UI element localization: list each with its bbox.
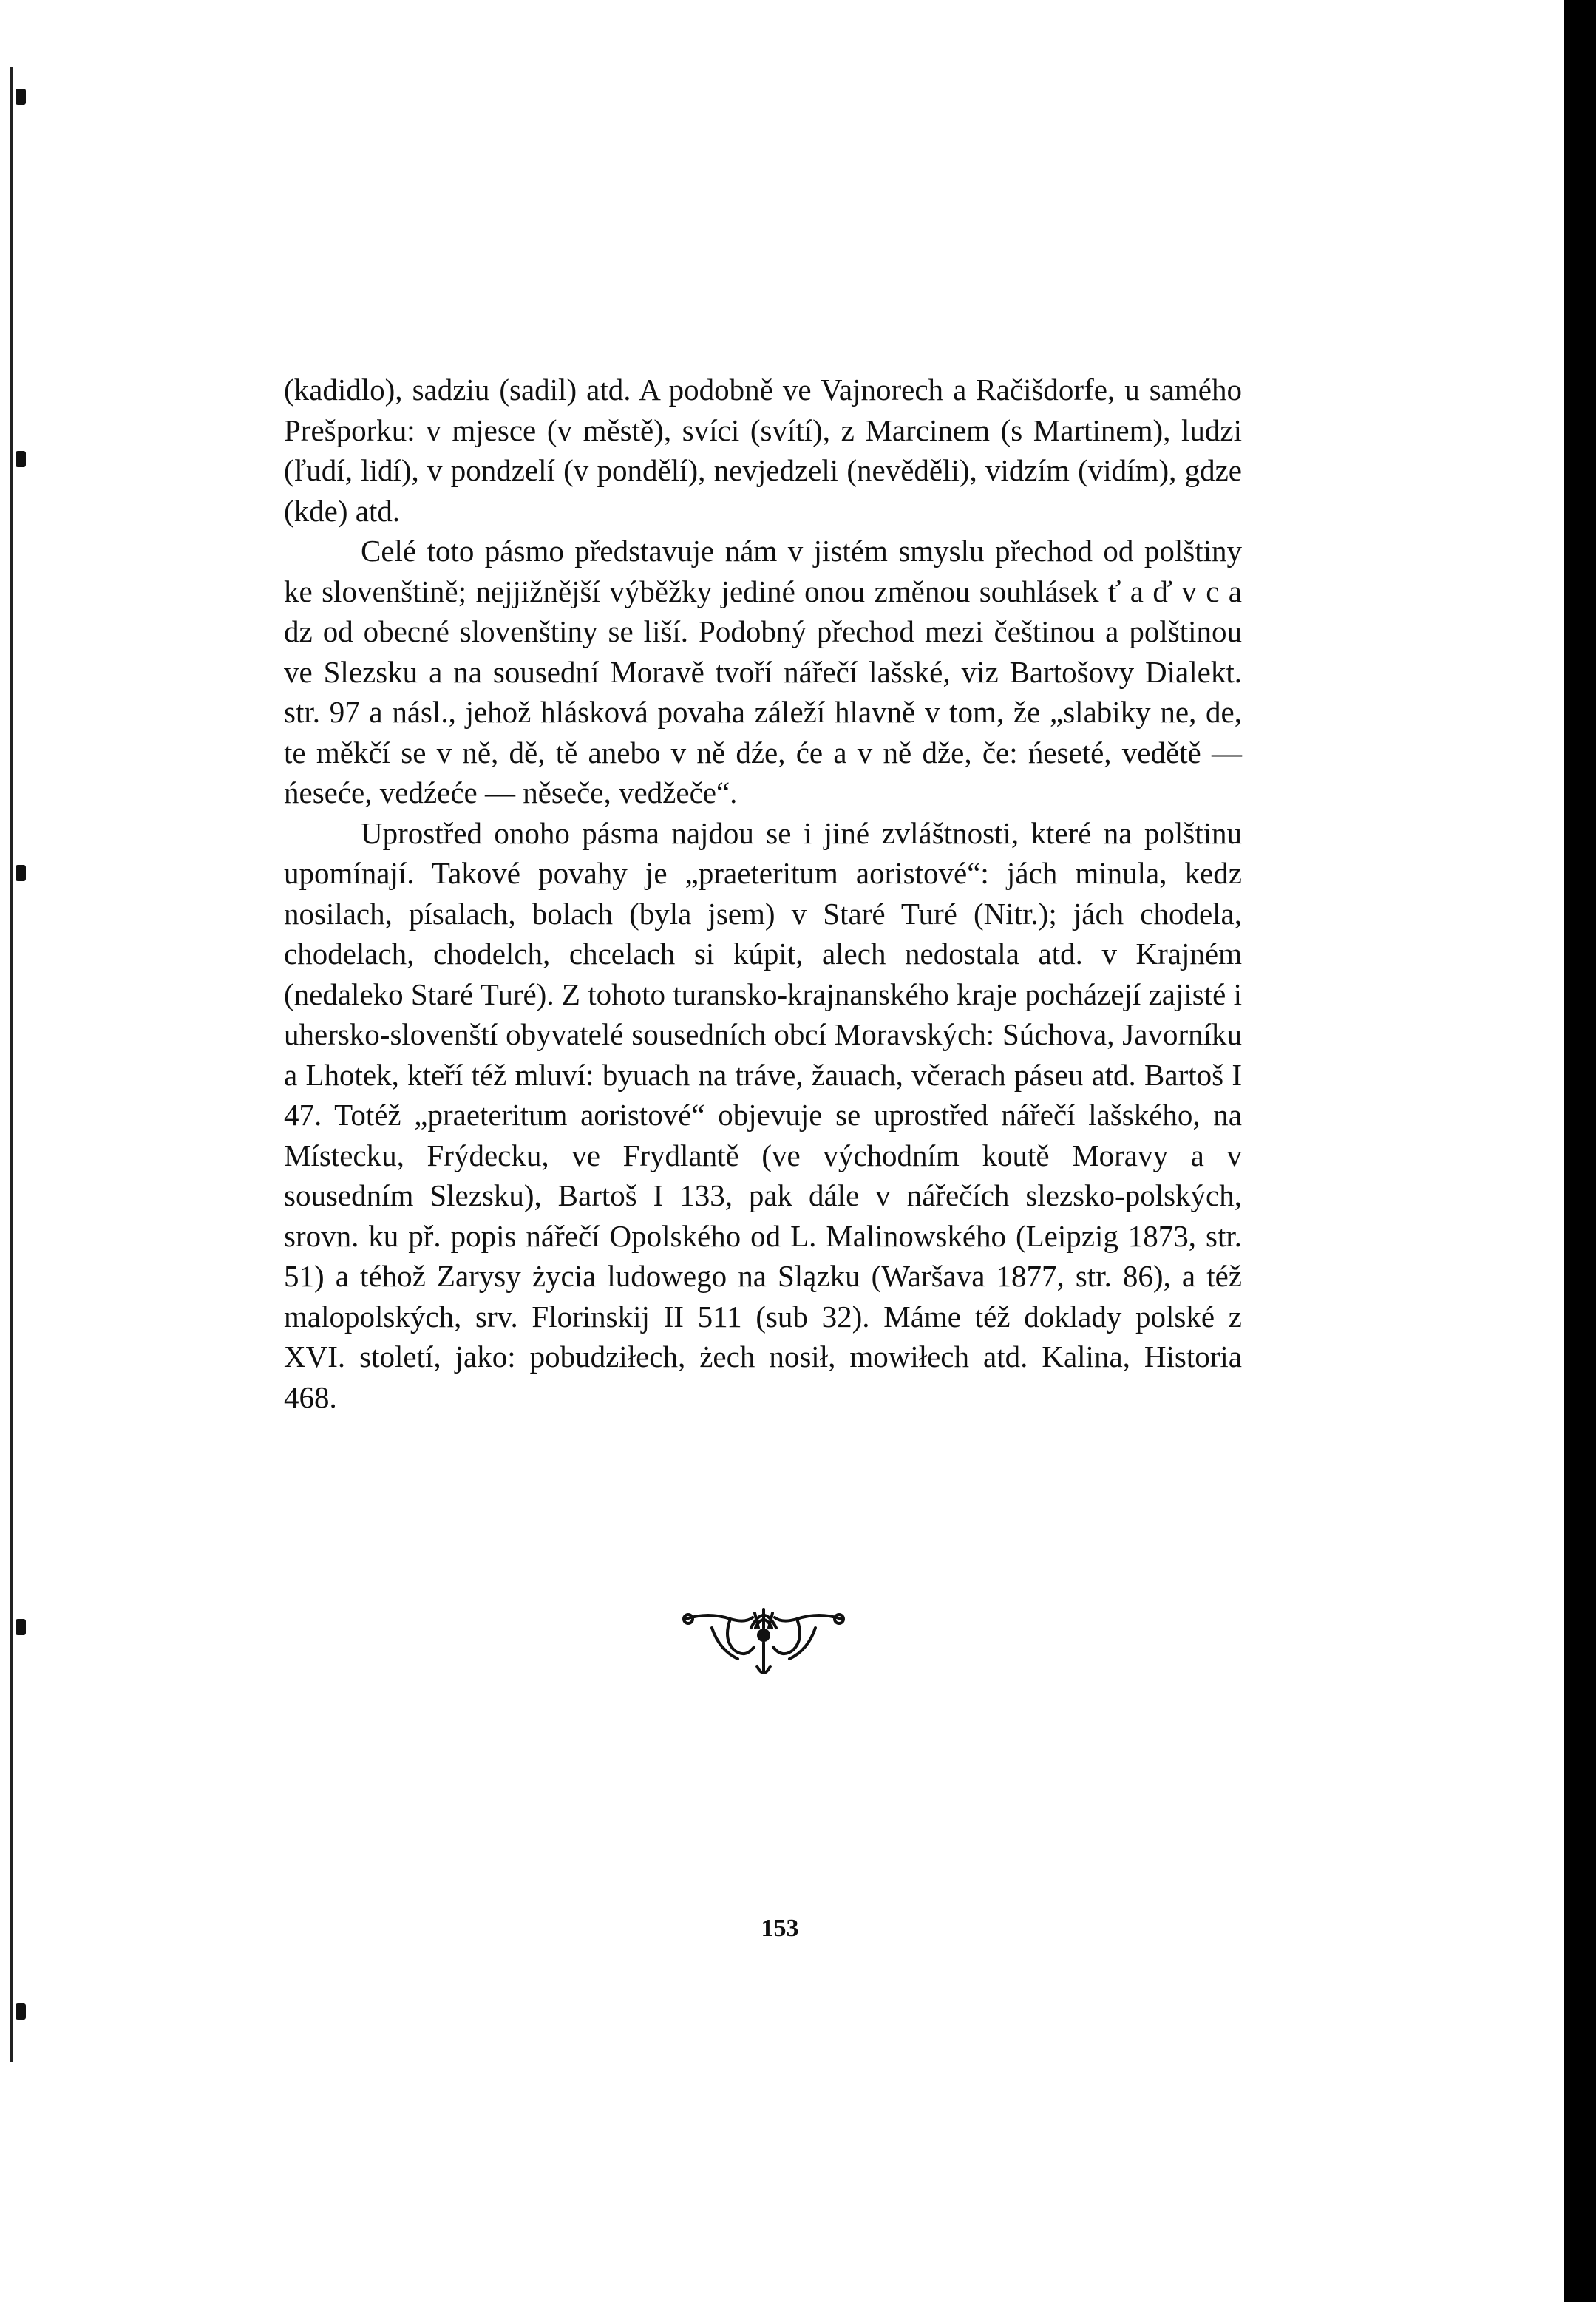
paragraph-2: Celé toto pásmo představuje nám v jistém smyslu přechod od polštiny ke slovenštině; nejjižnější výběžky jediné onou změnou souhlásek ť a ď v c a dz od obecné slovenštiny se liší. Podobný přechod mezi češtinou a polštinou ve Slezsku a na sousední Moravě tvoří nářečí lašské, viz Bartošovy Dialekt. str. 97 a násl., jehož hlásková povaha záleží hlavně v tom, že „slabiky ne, de, te měkčí se v ně, dě, tě anebo v ně dźe, će a v ně dže, če: ńeseté, vedětě — ńeseće, vedźeće — něseče, vedžeče“. — [284, 534, 1242, 809]
ornament-vignette — [679, 1598, 849, 1683]
paragraph-3: Uprostřed onoho pásma najdou se i jiné zvláštnosti, které na polštinu upomínají. Takové povahy je „praeteritum aoristové“: jách minula, kedz nosilach, písalach, bolach (byla jsem) v Staré Turé (Nitr.); jách chodela, chodelach, chodelch, chcelach si kúpit, alech nedostala atd. v Krajném (nedaleko Staré Turé). Z tohoto turansko-krajnanského kraje pocházejí zajisté i uhersko-slovenští obyvatelé sousedních obcí Moravských: Súchova, Javorníku a Lhotek, kteří též mluví: byuach na tráve, žauach, včerach páseu atd. Bartoš I 47. Totéž „praeteritum aoristové“ objevuje se uprostřed nářečí lašského, na Místecku, Frýdecku, ve Frydlantě (ve východním koutě Moravy a v sousedním Slezsku), Bartoš I 133, pak dále v nářečích slezsko-polských, srovn. ku př. popis nářečí Opolského od L. Malinowského (Leipzig 1873, str. 51) a téhož Zarysy życia ludowego na Slązku (Waršava 1877, str. 86), a též malopolských, srv. Florinskij II 511 (sub 32). Máme též doklady polské z XVI. století, jako: pobudziłech, żech nosił, mowiłech atd. Kalina, Historia 468. — [284, 815, 1242, 1414]
binding-mark — [16, 2003, 26, 2020]
binding-mark — [16, 865, 26, 881]
page-number: 153 — [761, 1915, 799, 1942]
binding-edge — [10, 67, 23, 2062]
binding-mark — [16, 89, 26, 105]
binding-mark — [16, 451, 26, 467]
binding-mark — [16, 1619, 26, 1635]
body-text — [284, 370, 1242, 1417]
paragraph-1: (kadidlo), sadziu (sadil) atd. A podobně ve Vajnorech a Račišdorfe, u samého Prešporku: v mjesce (v městě), svíci (svítí), z Marcinem (s Martinem), ludzi (ľudí, lidí), v pondzelí (v pondělí), nevjedzeli (nevěděli), vidzím (vidím), gdze (kde) atd. — [284, 373, 1242, 528]
